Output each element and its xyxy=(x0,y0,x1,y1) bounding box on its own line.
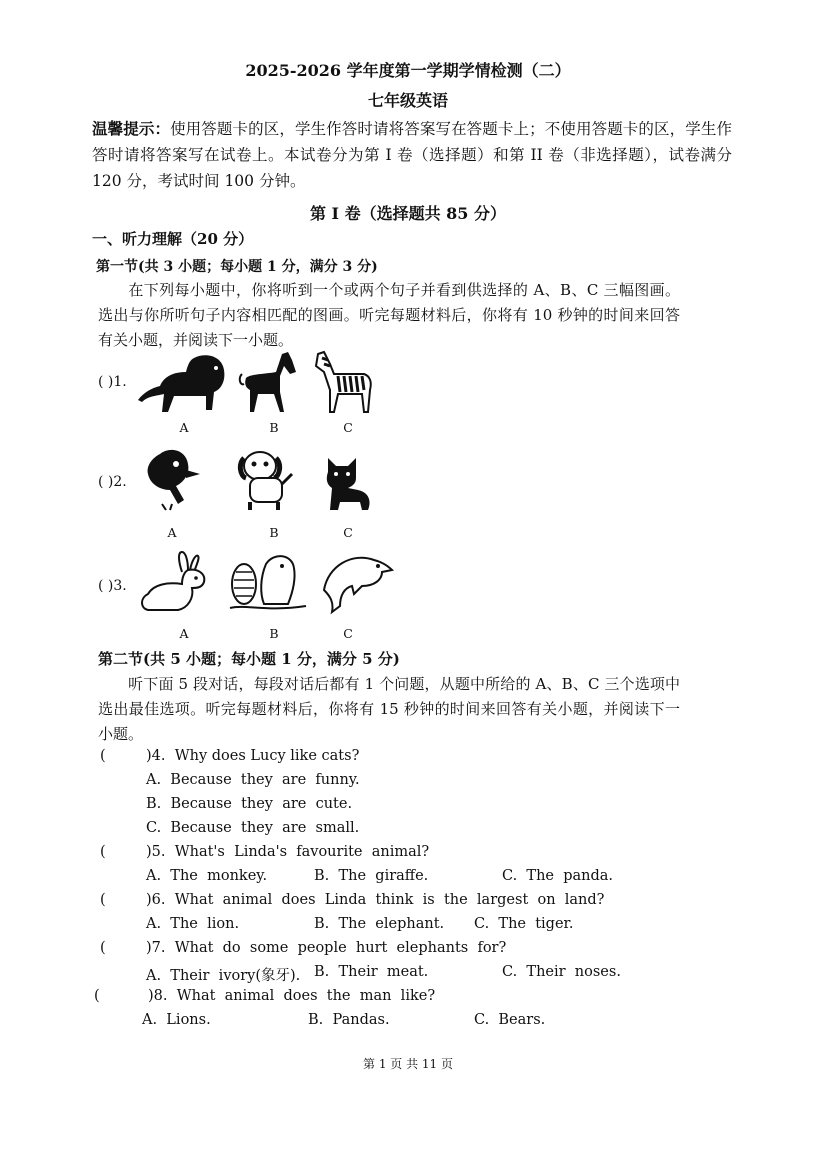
dolphin-image xyxy=(318,546,394,616)
q8-option-a: A. Lions. xyxy=(142,1012,211,1028)
notice-text: 使用答题卡的区，学生作答时请将答案写在答题卡上；不使用答题卡的区，学生作答时请将答案写在试卷上。本试卷分为第 I 卷（选择题）和第 II 卷（非选择题），试卷满分 120 分，考试时间 100 分钟。 xyxy=(92,120,732,190)
notice-label: 温馨提示： xyxy=(92,119,171,138)
q2-option-b: B xyxy=(269,525,279,540)
question-2-label: ( )2. xyxy=(98,474,127,490)
q6-option-a: A. The lion. xyxy=(146,916,240,932)
q4-paren: ( xyxy=(100,748,106,764)
q6-option-c: C. The tiger. xyxy=(474,916,574,932)
q5-option-a: A. The monkey. xyxy=(146,868,268,884)
section-listening-heading: 一、听力理解（20 分） xyxy=(92,230,254,248)
zebra-image xyxy=(310,350,376,416)
q7-text: )7. What do some people hurt elephants for? xyxy=(146,940,507,956)
section2-heading: 第二节(共 5 小题；每小题 1 分，满分 5 分) xyxy=(98,650,400,668)
notice xyxy=(92,116,732,194)
q1-option-b: B xyxy=(269,420,279,435)
question-1-label: ( )1. xyxy=(98,374,127,390)
dog-image xyxy=(236,444,302,514)
q7-option-a: A. Their ivory(象牙). xyxy=(146,968,301,984)
q6-text: )6. What animal does Linda think is the largest on land? xyxy=(146,892,605,908)
q6-option-b: B. The elephant. xyxy=(314,916,445,932)
q5-text: )5. What's Linda's favourite animal? xyxy=(146,844,430,860)
q3-option-a: A xyxy=(179,626,189,641)
q6-paren: ( xyxy=(100,892,106,908)
beaver-image xyxy=(226,550,310,616)
q5-option-c: C. The panda. xyxy=(502,868,614,884)
question-3-label: ( )3. xyxy=(98,578,127,594)
q3-option-b: B xyxy=(269,626,279,641)
horse-image xyxy=(236,350,302,416)
q1-option-c: C xyxy=(343,420,353,435)
cat-image xyxy=(318,452,380,514)
q4-option-b: B. Because they are cute. xyxy=(146,796,353,812)
q8-option-b: B. Pandas. xyxy=(308,1012,390,1028)
q3-option-c: C xyxy=(343,626,353,641)
lion-image xyxy=(134,350,230,416)
q4-option-a: A. Because they are funny. xyxy=(146,772,360,788)
rabbit-image xyxy=(138,550,218,616)
q1-option-a: A xyxy=(179,420,189,435)
q7-option-b: B. Their meat. xyxy=(314,964,429,980)
bird-image xyxy=(140,444,206,514)
exam-title: 2025-2026 学年度第一学期学情检测（二） xyxy=(245,61,571,80)
q8-text: )8. What animal does the man like? xyxy=(148,988,436,1004)
q2-option-a: A xyxy=(167,525,177,540)
q8-paren: ( xyxy=(94,988,100,1004)
q5-option-b: B. The giraffe. xyxy=(314,868,429,884)
q8-option-c: C. Bears. xyxy=(474,1012,546,1028)
q4-option-c: C. Because they are small. xyxy=(146,820,360,836)
q7-paren: ( xyxy=(100,940,106,956)
exam-subtitle: 七年级英语 xyxy=(367,91,448,110)
part1-heading: 第 I 卷（选择题共 85 分） xyxy=(309,204,507,223)
q2-option-c: C xyxy=(343,525,353,540)
q7-option-c: C. Their noses. xyxy=(502,964,621,980)
section1-heading: 第一节(共 3 小题；每小题 1 分，满分 3 分) xyxy=(96,259,378,275)
section2-instruction: 听下面 5 段对话，每段对话后都有 1 个问题，从题中所给的 A、B、C 三个选项中选出最佳选项。听完每题材料后，你将有 15 秒钟的时间来回答有关小题，并阅读下一小题。 xyxy=(98,675,680,743)
q5-paren: ( xyxy=(100,844,106,860)
page-footer: 第 1 页 共 11 页 xyxy=(363,1057,453,1071)
section1-instruction: 在下列每小题中，你将听到一个或两个句子并看到供选择的 A、B、C 三幅图画。选出与你所听句子内容相匹配的图画。听完每题材料后，你将有 10 秒钟的时间来回答有关小题，并阅读下一小题。 xyxy=(98,281,680,349)
q4-text: )4. Why does Lucy like cats? xyxy=(146,748,360,764)
